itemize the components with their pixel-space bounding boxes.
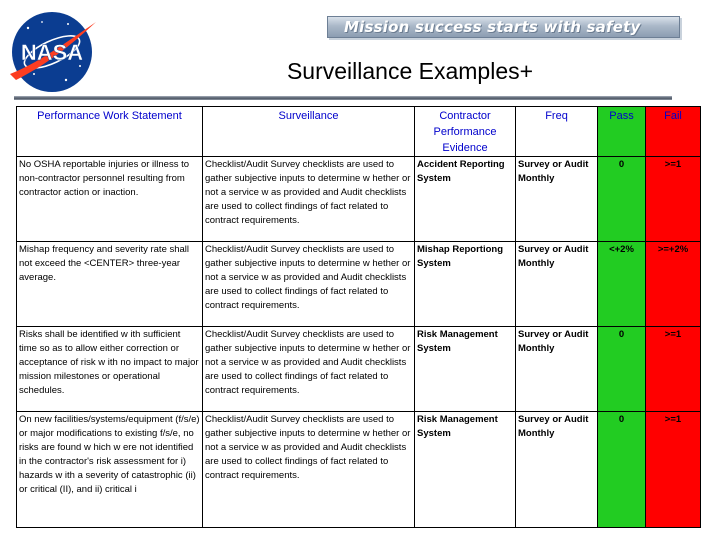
cell-freq: Survey or Audit Monthly: [516, 327, 598, 412]
cell-pws: Mishap frequency and severity rate shall not exceed the <CENTER> three-year average.: [17, 242, 203, 327]
cell-freq: Survey or Audit Monthly: [516, 242, 598, 327]
title-divider: [14, 96, 672, 100]
cell-evidence: Risk Management System: [415, 327, 516, 412]
table-row: [17, 327, 701, 412]
cell-pass: 0: [598, 157, 646, 242]
cell-surveillance: Checklist/Audit Survey checklists are used to gather subjective inputs to determine w hether or not a service w as provided and Audit checklists are used to collect findings of fact related to contract requirements.: [203, 242, 415, 327]
cell-pass: <+2%: [598, 242, 646, 327]
cell-fail: >=1: [646, 157, 701, 242]
table-header-row: [17, 107, 701, 157]
header-surveillance: Surveillance: [203, 107, 415, 157]
table-row: [17, 157, 701, 242]
cell-surveillance: Checklist/Audit Survey checklists are used to gather subjective inputs to determine w hether or not a service w as provided and Audit checklists are used to collect findings of fact related to contract requirements.: [203, 157, 415, 242]
cell-pass: 0: [598, 412, 646, 528]
cell-fail: >=+2%: [646, 242, 701, 327]
page-title: Surveillance Examples+: [286, 58, 534, 84]
cell-pws: Risks shall be identified w ith sufficient time so as to allow either correction or acceptance of risk w ith no impact to major mission milestones or operational schedules.: [17, 327, 203, 412]
cell-evidence: Mishap Reportiong System: [415, 242, 516, 327]
cell-pws: On new facilities/systems/equipment (f/s/e) or major modifications to existing f/s/e, no risks are found w hich w ere not identified in the contractor's risk assessment for i) hazards w ith a severity of catastrophic (ii) or critical (II), and ii) critical i: [17, 412, 203, 528]
logo-text: NASA: [20, 40, 84, 65]
safety-banner: Mission success starts with safety: [327, 16, 680, 38]
header-pass: Pass: [598, 107, 646, 157]
cell-surveillance: Checklist/Audit Survey checklists are used to gather subjective inputs to determine w hether or not a service w as provided and Audit checklists are used to collect findings of fact related to contract requirements.: [203, 412, 415, 528]
header-fail: Fail: [646, 107, 701, 157]
nasa-logo: [6, 8, 98, 96]
cell-surveillance: Checklist/Audit Survey checklists are used to gather subjective inputs to determine w hether or not a service w as provided and Audit checklists are used to collect findings of fact related to contract requirements.: [203, 327, 415, 412]
surveillance-table: [16, 106, 701, 528]
cell-evidence: Accident Reporting System: [415, 157, 516, 242]
table-row: [17, 412, 701, 528]
header-pws: Performance Work Statement: [17, 107, 203, 157]
cell-fail: >=1: [646, 327, 701, 412]
table-row: [17, 242, 701, 327]
cell-freq: Survey or Audit Monthly: [516, 412, 598, 528]
cell-pws: No OSHA reportable injuries or illness to non-contractor personnel resulting from contractor action or inaction.: [17, 157, 203, 242]
cell-fail: >=1: [646, 412, 701, 528]
header-freq: Freq: [516, 107, 598, 157]
cell-pass: 0: [598, 327, 646, 412]
header-evidence: Contractor Performance Evidence: [415, 107, 516, 157]
cell-freq: Survey or Audit Monthly: [516, 157, 598, 242]
cell-evidence: Risk Management System: [415, 412, 516, 528]
